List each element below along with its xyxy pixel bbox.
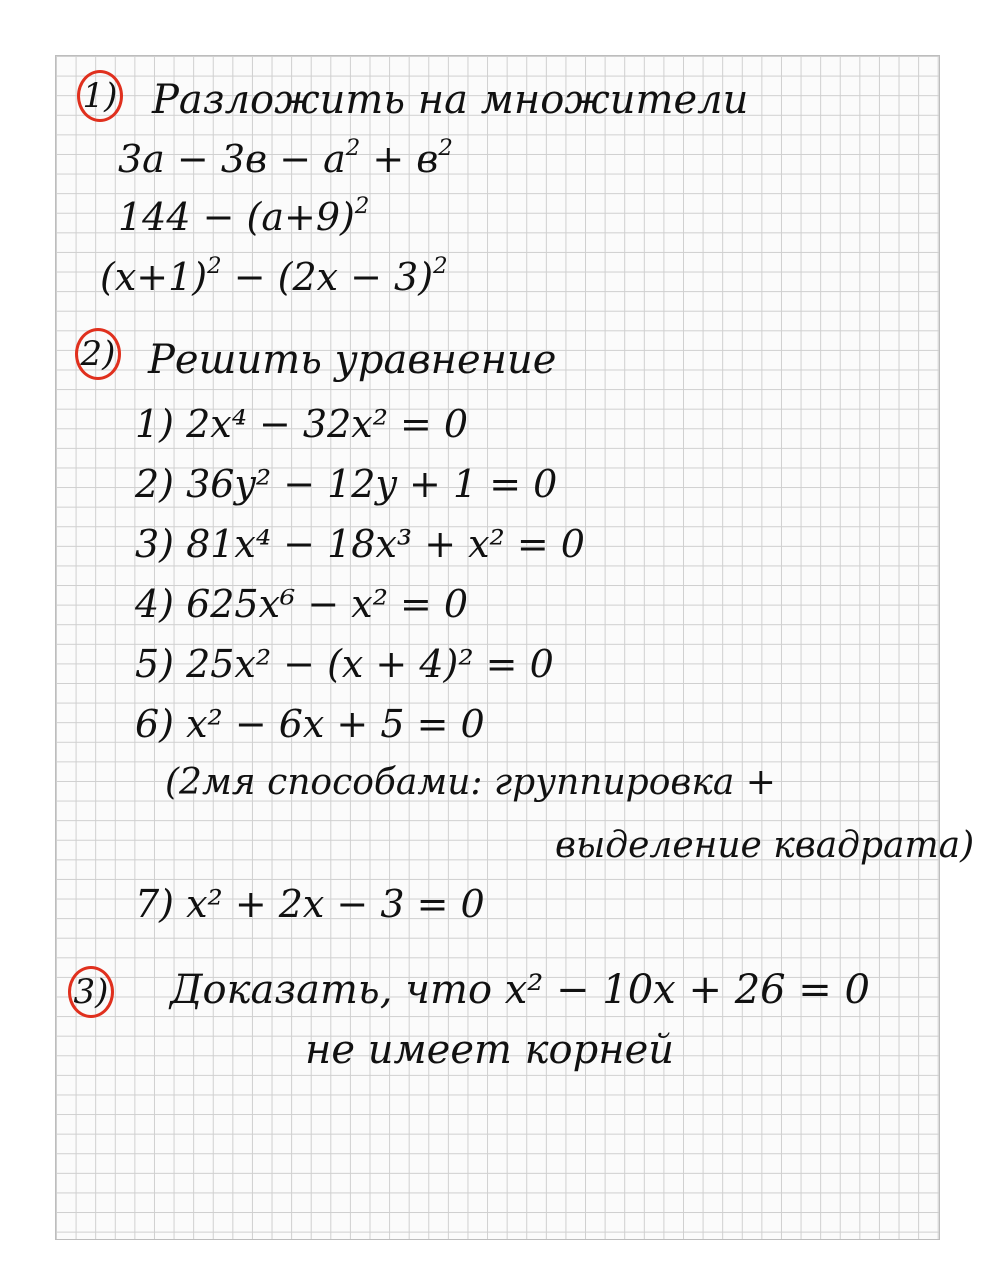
task-2-equation-2: 2) 36y² − 12y + 1 = 0 <box>135 462 558 506</box>
task-3-number-badge <box>68 966 114 1018</box>
task-2-equation-4: 4) 625x⁶ − x² = 0 <box>135 582 469 626</box>
task-2-number: 2) <box>80 334 116 374</box>
task-1-heading: Разложить на множители <box>152 77 749 123</box>
task-2-note-line-2: выделение квадрата) <box>555 825 975 866</box>
task-2-equation-5: 5) 25x² − (x + 4)² = 0 <box>135 642 554 686</box>
task-1-number: 1) <box>82 76 118 116</box>
task-3-statement-line-2: не имеет корней <box>305 1027 675 1073</box>
task-2-equation-3: 3) 81x⁴ − 18x³ + x² = 0 <box>135 522 585 566</box>
task-3-statement-line-1: Доказать, что x² − 10x + 26 = 0 <box>170 967 870 1013</box>
task-1-expression-3: $(x+1)^2 - (2x - 3)^2$ <box>100 252 448 299</box>
task-2-equation-1: 1) 2x⁴ − 32x² = 0 <box>135 402 469 446</box>
task-1-number-badge <box>77 70 123 122</box>
task-2-heading: Решить уравнение <box>148 337 557 383</box>
task-2-equation-7: 7) x² + 2x − 3 = 0 <box>135 882 485 926</box>
task-2-number-badge <box>75 328 121 380</box>
task-1-expression-1: $3a - 3в - a^2 + в^2$ <box>118 134 453 181</box>
task-3-number: 3) <box>73 972 109 1012</box>
task-2-equation-6: 6) x² − 6x + 5 = 0 <box>135 702 485 746</box>
task-1-expression-2: $144 - (a+9)^2$ <box>118 192 370 239</box>
task-2-note-line-1: (2мя способами: группировка + <box>165 762 776 803</box>
